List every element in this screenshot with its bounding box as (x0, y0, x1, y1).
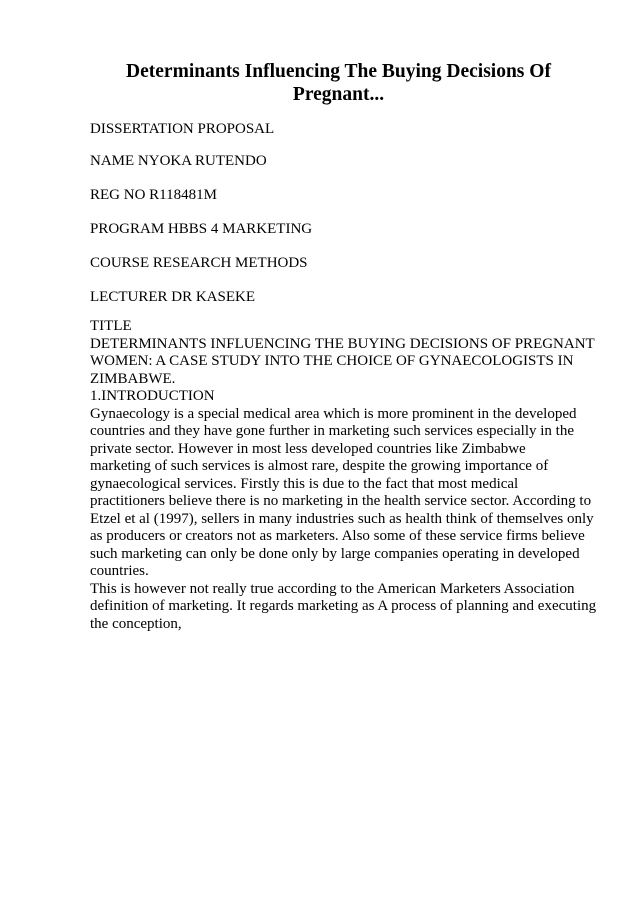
title-text-line: WOMEN: A CASE STUDY INTO THE CHOICE OF GYNAECOLOGISTS IN (90, 353, 574, 369)
paragraph-line: such marketing can only be done only by large companies operating in developed (90, 545, 580, 562)
paragraph-line: definition of marketing. It regards marketing as A process of planning and executing (90, 598, 597, 614)
paragraph-line: countries and they have gone further in marketing such services especially in the (90, 423, 574, 439)
title-text-line: DETERMINANTS INFLUENCING THE BUYING DECISIONS OF PREGNANT (90, 335, 595, 352)
lecturer-line: LECTURER DR KASEKE (90, 289, 255, 305)
title-text-line: ZIMBABWE. (90, 370, 176, 387)
title-heading: TITLE (90, 318, 132, 334)
reg-no-line: REG NO R118481M (90, 187, 217, 203)
paragraph-line: gynaecological services. Firstly this is due to the fact that most medical (90, 475, 519, 492)
paragraph-line: Gynaecology is a special medical area which is more prominent in the developed (90, 405, 577, 422)
paragraph-line: This is however not really true according to the American Marketers Association (90, 580, 575, 597)
paragraph-line: countries. (90, 563, 149, 579)
document-body (90, 318, 597, 633)
paragraph-line: private sector. However in most less developed countries like Zimbabwe (90, 440, 526, 457)
paragraph-line: as producers or creators not as marketers. Also some of these service firms believe (90, 528, 585, 544)
paragraph-line: Etzel et al (1997), sellers in many industries such as health think of themselves only (90, 510, 594, 527)
course-line: COURSE RESEARCH METHODS (90, 255, 308, 271)
paragraph-line: the conception, (90, 615, 182, 632)
document-title (90, 60, 587, 106)
document-title-line-2: Pregnant... (292, 84, 385, 105)
document-title-line-1: Determinants Influencing The Buying Decisions Of (126, 61, 551, 82)
paragraph-line: marketing of such services is almost rare, despite the growing importance of (90, 458, 549, 474)
introduction-heading: 1.INTRODUCTION (90, 388, 215, 404)
paragraph-line: practitioners believe there is no marketing in the health service sector. According to (90, 493, 592, 509)
program-line: PROGRAM HBBS 4 MARKETING (90, 221, 313, 237)
student-name-line: NAME NYOKA RUTENDO (90, 153, 267, 169)
dissertation-proposal-label: DISSERTATION PROPOSAL (90, 121, 275, 137)
